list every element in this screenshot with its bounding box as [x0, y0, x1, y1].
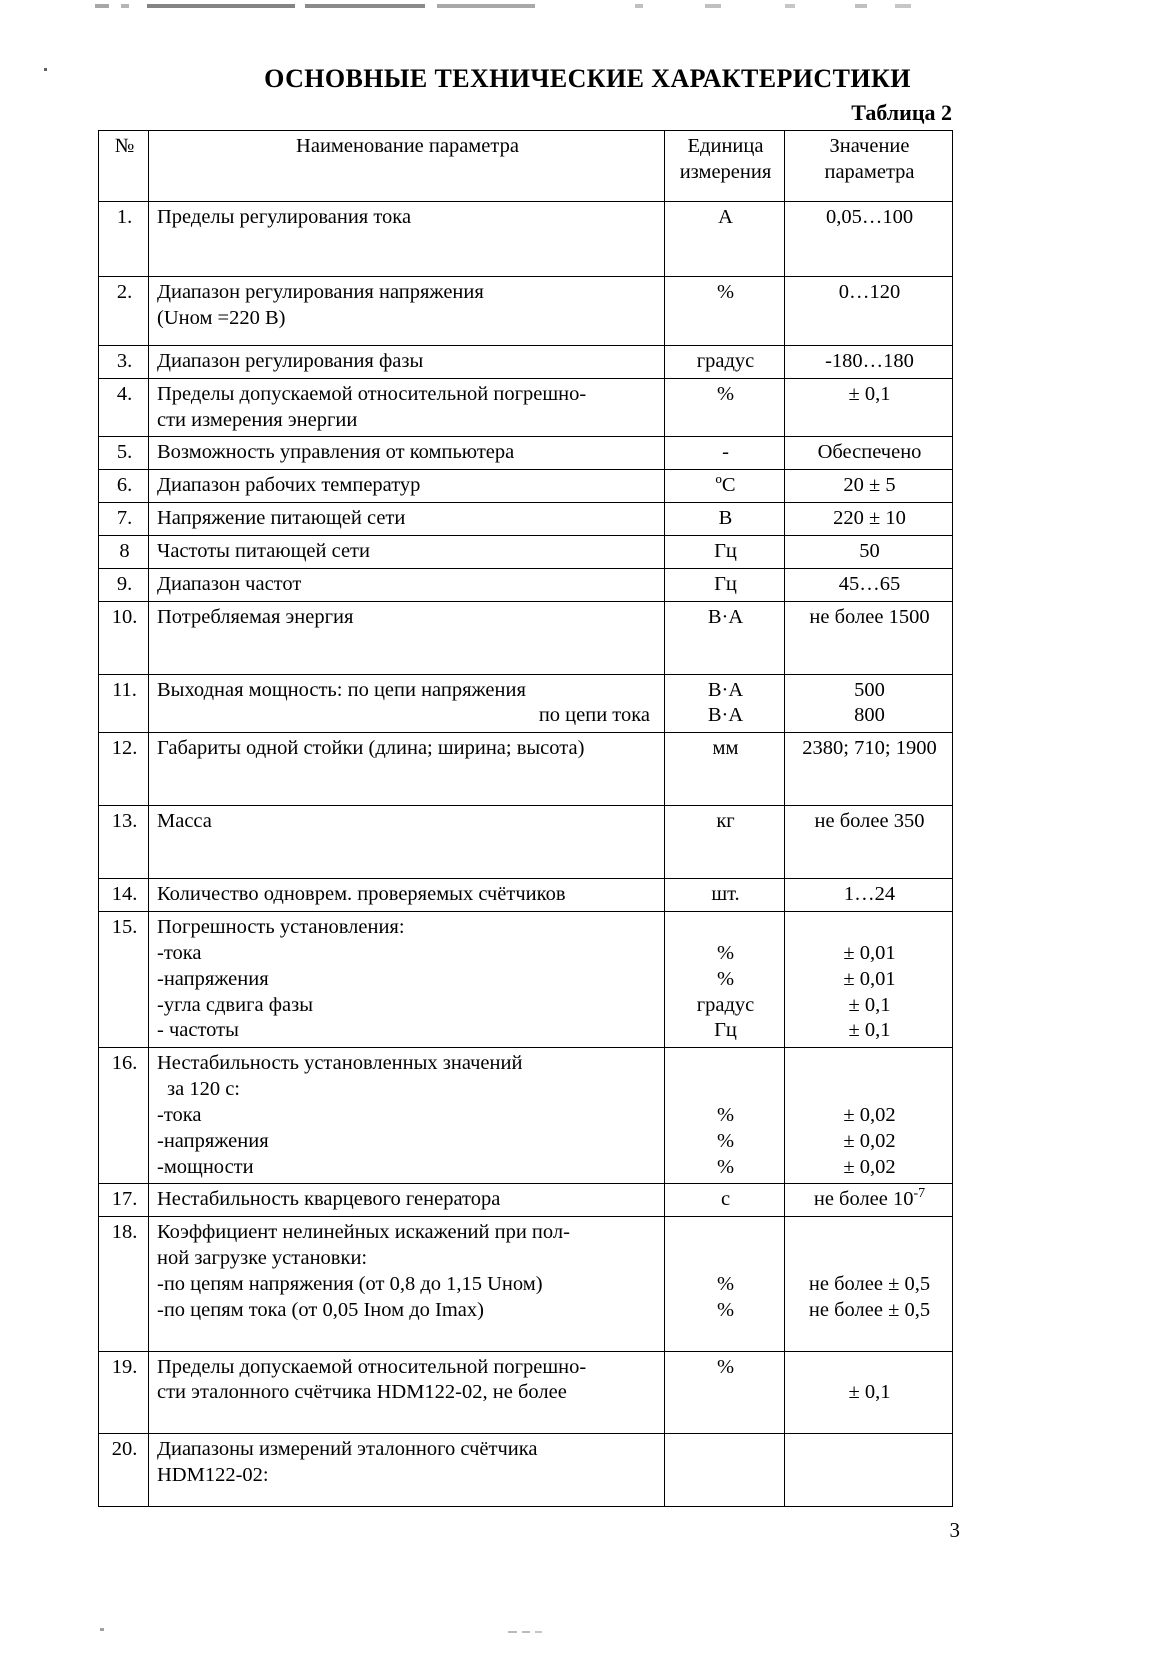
row-name: [149, 879, 665, 912]
row-unit: [665, 601, 785, 674]
row-unit-line: В·А: [707, 678, 744, 701]
table-row: [99, 806, 953, 879]
row-unit: [665, 277, 785, 346]
row-name-line: Габариты одной стойки (длина; ширина; высота): [157, 737, 585, 760]
row-unit: [665, 1351, 785, 1434]
table-row: [99, 674, 953, 733]
row-unit: [665, 503, 785, 536]
row-value-line: ± 0,1: [848, 382, 891, 405]
row-unit-line: шт.: [711, 883, 740, 906]
row-unit-line: А: [718, 206, 733, 228]
row-value-line: не более 1500: [809, 605, 930, 628]
scan-artifact-top-edge: [95, 4, 1035, 8]
row-unit-line: градус: [696, 350, 755, 372]
row-unit: [665, 568, 785, 601]
row-number: 1.: [99, 202, 149, 277]
row-number: 6.: [99, 470, 149, 503]
table-row: [99, 733, 953, 806]
table-row: [99, 879, 953, 912]
row-unit: [665, 1048, 785, 1184]
row-name: [149, 1048, 665, 1184]
row-name: [149, 503, 665, 536]
row-name-line: - частоты: [157, 1019, 239, 1042]
row-name-line: за 120 с:: [167, 1078, 240, 1101]
row-value-line: -180…180: [825, 350, 914, 372]
header-cell-name: Наименование параметра: [149, 131, 665, 202]
row-unit: [665, 470, 785, 503]
row-value-line: 0,05…100: [825, 206, 914, 228]
row-name: [149, 1434, 665, 1507]
row-name-line: Выходная мощность: по цепи напряжения: [157, 678, 526, 701]
row-unit-line: %: [716, 1155, 735, 1178]
row-unit-line: %: [716, 1103, 735, 1126]
header-cell-number: №: [99, 131, 149, 202]
row-value: [785, 806, 953, 879]
row-value-line: ± 0,1: [848, 1019, 891, 1042]
row-value-line: 800: [854, 704, 885, 727]
row-unit-line: мм: [712, 737, 739, 760]
row-number: 8: [99, 535, 149, 568]
exponent-superscript: -7: [913, 1186, 926, 1202]
table-row: [99, 437, 953, 470]
row-name: [149, 1351, 665, 1434]
row-name-line: -по цепям напряжения (от 0,8 до 1,15 Uном): [157, 1272, 543, 1295]
row-value-line: Обеспечено: [817, 441, 922, 464]
row-name-line: ной загрузке установки:: [157, 1247, 368, 1270]
row-name-line: (Uном =220 В): [157, 306, 286, 329]
table-caption: Таблица 2: [851, 100, 952, 125]
scan-artifact-bottom-speck: [508, 1631, 542, 1633]
row-name-line: Диапазон регулирования напряжения: [157, 281, 484, 303]
row-name: [149, 470, 665, 503]
row-unit: [665, 879, 785, 912]
row-value-line: ± 0,02: [843, 1129, 896, 1152]
row-number: 3.: [99, 346, 149, 379]
row-value-line: 220 ± 10: [833, 507, 906, 530]
row-unit-line: %: [716, 1129, 735, 1152]
row-name: [149, 202, 665, 277]
row-name: [149, 674, 665, 733]
row-number: 13.: [99, 806, 149, 879]
table-row: [99, 1434, 953, 1507]
row-name-line: -мощности: [157, 1155, 254, 1178]
row-number: 4.: [99, 378, 149, 437]
row-unit-line: Гц: [714, 539, 737, 562]
row-value-line: ± 0,02: [843, 1155, 896, 1178]
row-value: [785, 568, 953, 601]
row-value: [785, 378, 953, 437]
row-unit-line: с: [720, 1188, 731, 1211]
row-unit-line: %: [716, 281, 735, 303]
row-name: [149, 346, 665, 379]
row-value: [785, 470, 953, 503]
row-name: [149, 277, 665, 346]
row-number: 14.: [99, 879, 149, 912]
row-value: [785, 277, 953, 346]
row-name-line: Диапазон рабочих температур: [157, 474, 421, 497]
table-row: [99, 503, 953, 536]
row-value: [785, 437, 953, 470]
row-value: [785, 879, 953, 912]
row-unit: [665, 535, 785, 568]
header-value-line-1: Значение: [829, 135, 910, 157]
row-name-line: Нестабильность установленных значений: [157, 1052, 523, 1075]
row-unit-line: -: [722, 441, 729, 464]
row-value: [785, 1048, 953, 1184]
row-name: [149, 1184, 665, 1217]
row-name-line: сти эталонного счётчика HDM122-02, не более: [157, 1381, 567, 1404]
row-unit-line: %: [716, 1298, 735, 1321]
row-number: 18.: [99, 1217, 149, 1351]
row-name-line: Частоты питающей сети: [157, 539, 370, 562]
row-value-line: не более ± 0,5: [808, 1298, 931, 1321]
table-row: [99, 568, 953, 601]
row-value-line-with-exponent: [793, 1187, 946, 1213]
header-value-line-2: параметра: [824, 160, 915, 183]
row-name-line: -напряжения: [157, 1129, 269, 1152]
row-number: 7.: [99, 503, 149, 536]
row-value: [785, 1351, 953, 1434]
row-value: [785, 912, 953, 1048]
row-value: [785, 1217, 953, 1351]
row-unit-line: Гц: [714, 572, 737, 595]
row-unit: [665, 1184, 785, 1217]
row-unit-line: %: [716, 941, 735, 964]
row-unit-line: градус: [696, 993, 755, 1016]
row-name: [149, 912, 665, 1048]
header-unit-line-2: измерения: [679, 160, 772, 183]
table-row: [99, 601, 953, 674]
row-name-line: Пределы допускаемой относительной погрешно-: [157, 382, 587, 405]
row-value-line: 45…65: [838, 572, 901, 595]
row-name-line: Количество одноврем. проверяемых счётчиков: [157, 883, 566, 906]
row-value: [785, 1184, 953, 1217]
row-name: [149, 378, 665, 437]
row-name-line: сти измерения энергии: [157, 408, 358, 431]
row-value-line: не более ± 0,5: [808, 1272, 931, 1295]
row-unit-line: %: [716, 1272, 735, 1295]
table-row: [99, 535, 953, 568]
row-name-line: -по цепям тока (от 0,05 Iном до Imax): [157, 1298, 484, 1321]
exponent-base: не более 10: [813, 1188, 914, 1211]
row-name-line: Диапазоны измерений эталонного счётчика: [157, 1438, 538, 1461]
row-unit: [665, 378, 785, 437]
row-unit-line: %: [716, 382, 735, 405]
row-value: [785, 503, 953, 536]
row-unit-line: Гц: [714, 1019, 737, 1042]
row-name: [149, 1217, 665, 1351]
row-name: [149, 601, 665, 674]
row-number: 11.: [99, 674, 149, 733]
row-unit-line: В·А: [707, 704, 744, 727]
row-unit-line: В: [718, 507, 733, 530]
row-number: 9.: [99, 568, 149, 601]
row-number: 16.: [99, 1048, 149, 1184]
row-value: [785, 346, 953, 379]
row-value-line: 1…24: [843, 883, 896, 906]
row-unit-line: В·А: [707, 605, 744, 628]
row-name: [149, 437, 665, 470]
row-value-line: 20 ± 5: [843, 474, 896, 497]
row-name-line: Масса: [157, 810, 212, 833]
table-row: [99, 1351, 953, 1434]
row-value: [785, 601, 953, 674]
row-name-line: HDM122-02:: [157, 1464, 269, 1487]
table-row: [99, 1217, 953, 1351]
row-value: [785, 1434, 953, 1507]
row-value: [785, 535, 953, 568]
row-unit: [665, 1434, 785, 1507]
row-unit-line: кг: [716, 810, 735, 833]
row-name: [149, 806, 665, 879]
row-unit: [665, 437, 785, 470]
page-number: 3: [949, 1518, 960, 1542]
header-cell-value: [785, 131, 953, 202]
table-row: [99, 912, 953, 1048]
row-value-line: ± 0,1: [848, 993, 891, 1016]
row-value: [785, 202, 953, 277]
row-name-line: Диапазон частот: [157, 572, 302, 595]
row-name: [149, 568, 665, 601]
row-name-line: Потребляемая энергия: [157, 605, 354, 628]
row-unit: [665, 674, 785, 733]
row-name-line: Пределы регулирования тока: [157, 206, 412, 228]
page-title: ОСНОВНЫЕ ТЕХНИЧЕСКИЕ ХАРАКТЕРИСТИКИ: [264, 64, 911, 93]
row-name-line: -тока: [157, 1103, 202, 1126]
row-name-line: -тока: [157, 941, 202, 964]
row-name-line: -напряжения: [157, 967, 269, 990]
table-row: [99, 202, 953, 277]
row-number: 5.: [99, 437, 149, 470]
row-name-line: по цепи тока: [538, 704, 650, 727]
table-row: [99, 346, 953, 379]
row-unit: [665, 346, 785, 379]
row-name-line: Коэффициент нелинейных искажений при пол-: [157, 1221, 570, 1244]
row-number: 10.: [99, 601, 149, 674]
row-unit: [665, 912, 785, 1048]
row-value-line: 50: [859, 539, 880, 562]
row-name: [149, 535, 665, 568]
row-unit: [665, 1217, 785, 1351]
table-row: [99, 1184, 953, 1217]
row-unit-line: %: [716, 1355, 735, 1378]
row-number: 2.: [99, 277, 149, 346]
row-unit: [665, 733, 785, 806]
row-name-line: Погрешность установления:: [157, 916, 405, 939]
header-unit-line-1: Единица: [687, 135, 764, 157]
row-value-line: ± 0,02: [843, 1103, 896, 1126]
row-name-line: Напряжение питающей сети: [157, 507, 406, 530]
table-row: [99, 378, 953, 437]
table-row: [99, 1048, 953, 1184]
row-name-line: -угла сдвига фазы: [157, 993, 313, 1016]
row-unit-line: ºС: [715, 474, 736, 497]
row-value-line: 2380; 710; 1900: [802, 737, 937, 760]
header-cell-unit: [665, 131, 785, 202]
row-name-line: Диапазон регулирования фазы: [157, 350, 424, 372]
table-header-row: [99, 131, 953, 202]
row-number: 19.: [99, 1351, 149, 1434]
row-number: 15.: [99, 912, 149, 1048]
row-name-line: Пределы допускаемой относительной погрешно-: [157, 1355, 587, 1378]
row-name-line: Возможность управления от компьютера: [157, 441, 515, 464]
row-value-line: 500: [854, 678, 885, 701]
row-value-line: ± 0,01: [843, 967, 896, 990]
row-value-line: ± 0,01: [843, 941, 896, 964]
row-value-line: не более 350: [814, 810, 925, 833]
row-unit: [665, 202, 785, 277]
row-number: 20.: [99, 1434, 149, 1507]
row-unit: [665, 806, 785, 879]
row-value: [785, 674, 953, 733]
table-row: [99, 470, 953, 503]
table-row: [99, 277, 953, 346]
row-name-line: Нестабильность кварцевого генератора: [157, 1188, 501, 1211]
row-value-line: ± 0,1: [848, 1381, 891, 1404]
row-number: 12.: [99, 733, 149, 806]
row-unit-line: %: [716, 967, 735, 990]
row-name: [149, 733, 665, 806]
row-value-line: 0…120: [838, 281, 901, 303]
specifications-table: [98, 130, 953, 1507]
row-value: [785, 733, 953, 806]
scan-artifact-bottom-left-speck: [100, 1628, 104, 1631]
row-number: 17.: [99, 1184, 149, 1217]
